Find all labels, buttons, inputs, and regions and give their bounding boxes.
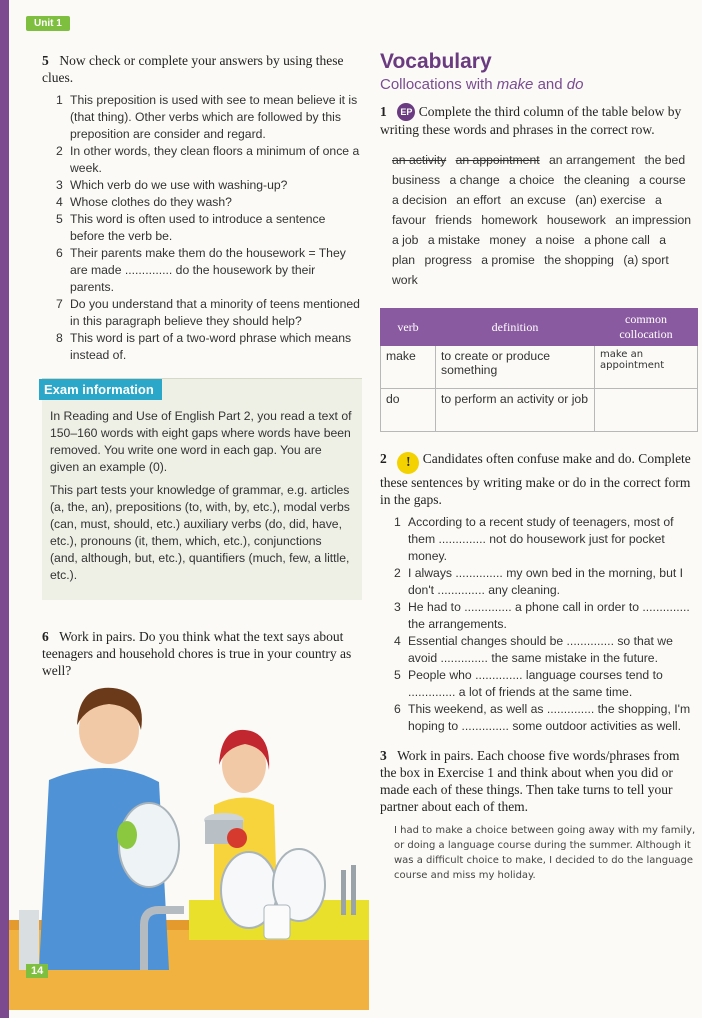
definition-cell: to create or produce something [436, 346, 595, 389]
sentence-number: 2 [394, 566, 401, 580]
word-item-struck: an appointment [455, 153, 540, 167]
exam-information-title: Exam information [39, 379, 162, 400]
exercise-number: 3 [380, 748, 387, 763]
clue-item [56, 245, 362, 296]
word-item: a course [638, 173, 686, 187]
chores-illustration [9, 670, 369, 1010]
left-column [42, 52, 362, 679]
clue-text: Whose clothes do they wash? [70, 195, 232, 209]
clue-item [56, 143, 362, 177]
word-item: an excuse [510, 193, 566, 207]
word-item: an arrangement [549, 153, 636, 167]
collocation-table [380, 308, 698, 432]
sentence-text[interactable]: People who .............. language courses tend to .............. a lot of friends at the same time. [408, 668, 663, 699]
unit-tab: Unit 1 [26, 16, 70, 31]
verb-cell: do [381, 389, 436, 432]
sentence-item [394, 599, 698, 633]
word-item: the shopping [544, 253, 614, 267]
exercise-number: 2 [380, 451, 387, 466]
clue-number: 1 [56, 93, 63, 107]
clue-item [56, 296, 362, 330]
word-item: (a) sport [623, 253, 669, 267]
exam-information-box [42, 378, 362, 600]
exercise-1 [380, 103, 698, 138]
clue-text: Do you understand that a minority of teens mentioned in this paragraph believe they should help? [70, 297, 360, 328]
exercise-instruction: Work in pairs. Do you think what the text says about teenagers and household chores is true in your country as well? [42, 629, 352, 678]
page-number: 14 [26, 964, 48, 978]
sentence-item [394, 667, 698, 701]
exercise-instruction: Complete the third column of the table below by writing these words and phrases in the correct row. [380, 104, 682, 137]
subtitle-text: and [533, 76, 567, 93]
handwritten-example: I had to make a choice between going away with my family, or doing a language course during the summer. Although it was a difficult choice to make, I decided to do the language course and miss my holiday. [394, 825, 696, 881]
exercise-number: 1 [380, 104, 387, 119]
word-item: a job [392, 233, 419, 247]
clue-text: This word is often used to introduce a sentence before the verb be. [70, 212, 326, 243]
sentence-text[interactable]: I always .............. my own bed in the morning, but I don't .............. any cleaning. [408, 566, 684, 597]
word-item: the cleaning [563, 173, 630, 187]
exercise-number: 5 [42, 53, 49, 68]
sentence-number: 3 [394, 600, 401, 614]
sentence-item [394, 514, 698, 565]
word-item: a decision [392, 193, 447, 207]
clue-number: 6 [56, 246, 63, 260]
section-subtitle [380, 76, 698, 93]
sentence-list [394, 514, 698, 735]
clue-item [56, 211, 362, 245]
word-item: the bed [644, 153, 686, 167]
word-box [392, 150, 698, 290]
word-item: an effort [456, 193, 501, 207]
section-title: Vocabulary [380, 50, 492, 73]
word-item: a choice [509, 173, 555, 187]
word-item: friends [435, 213, 472, 227]
sentence-text[interactable]: This weekend, as well as .............. the shopping, I'm hoping to .............. some outdoor activities as well. [408, 702, 691, 733]
table-row [381, 346, 698, 389]
word-item: a noise [535, 233, 575, 247]
sentence-text[interactable]: He had to .............. a phone call in order to .............. the arrangements. [408, 600, 690, 631]
word-item: a promise [481, 253, 535, 267]
clue-item [56, 177, 362, 194]
clue-text: In other words, they clean floors a minimum of once a week. [70, 144, 360, 175]
exercise-number: 6 [42, 629, 49, 644]
exercise-instruction: Now check or complete your answers by using these clues. [42, 53, 344, 85]
word-item-struck: an activity [392, 153, 447, 167]
clue-item [56, 92, 362, 143]
word-item: (an) exercise [575, 193, 646, 207]
page-edge-strip [0, 0, 9, 1018]
word-item: a phone call [584, 233, 650, 247]
clue-number: 5 [56, 212, 63, 226]
verb-cell: make [381, 346, 436, 389]
warning-icon: ! [397, 452, 419, 474]
word-item: a favour [392, 193, 662, 227]
clue-number: 3 [56, 178, 63, 192]
word-item: a mistake [427, 233, 480, 247]
exam-paragraph: This part tests your knowledge of grammar, e.g. articles (a, the, an), prepositions (to, with, by, etc.), modal verbs (can, must, should, etc.) auxiliary verbs (do, did, have, etc.), pronouns (it, them, which, etc.), conjunctions (and, although, but, etc.), quantifiers (much, few, a little, etc.). [50, 483, 350, 582]
right-column [380, 50, 698, 883]
clue-text: Which verb do we use with washing-up? [70, 178, 288, 192]
collocation-cell[interactable]: make an appointment [595, 346, 698, 389]
word-item: work [392, 273, 418, 287]
clue-number: 4 [56, 195, 63, 209]
clue-list [56, 92, 362, 364]
clue-number: 2 [56, 144, 63, 158]
table-header: common collocation [595, 309, 698, 346]
sentence-number: 1 [394, 515, 401, 529]
definition-cell: to perform an activity or job [436, 389, 595, 432]
table-row [381, 389, 698, 432]
exam-paragraph: In Reading and Use of English Part 2, you read a text of 150–160 words with eight gaps where words have been removed. You write one word in each gap. You are given an example (0). [50, 409, 352, 474]
sentence-number: 6 [394, 702, 401, 716]
subtitle-make: make [496, 76, 534, 93]
word-item: business [392, 173, 441, 187]
word-item: homework [481, 213, 538, 227]
subtitle-text: Collocations with [380, 76, 497, 93]
word-item: progress [424, 253, 472, 267]
exercise-instruction: Work in pairs. Each choose five words/phrases from the box in Exercise 1 and think about when you did or made each of these things. Then take turns to tell your partner about each of them. [380, 748, 680, 814]
clue-item [56, 330, 362, 364]
sentence-item [394, 633, 698, 667]
table-header: definition [436, 309, 595, 346]
sentence-item [394, 701, 698, 735]
clue-text: This word is part of a two-word phrase which means instead of. [70, 331, 352, 362]
clue-number: 7 [56, 297, 63, 311]
sentence-item [394, 565, 698, 599]
clue-item [56, 194, 362, 211]
table-header: verb [381, 309, 436, 346]
sentence-number: 5 [394, 668, 401, 682]
word-item: a change [449, 173, 500, 187]
collocation-cell[interactable] [595, 389, 698, 432]
exercise-5 [42, 52, 362, 86]
exercise-2 [380, 450, 698, 508]
word-item: housework [546, 213, 606, 227]
sentence-text[interactable]: According to a recent study of teenagers, most of them .............. not do housework just for pocket money. [408, 515, 674, 563]
subtitle-do: do [566, 76, 584, 93]
sentence-text[interactable]: Essential changes should be .............. so that we avoid .............. the same mistake in the future. [408, 634, 673, 665]
word-item: money [489, 233, 526, 247]
word-item: a plan [392, 233, 666, 267]
sentence-number: 4 [394, 634, 401, 648]
word-item: an impression [615, 213, 692, 227]
exercise-instruction: Candidates often confuse make and do. Complete these sentences by writing make or do in the correct form in the gaps. [380, 451, 691, 507]
clue-text: Their parents make them do the housework = They are made .............. do the housework by their parents. [70, 246, 346, 294]
exercise-3 [380, 747, 698, 815]
clue-number: 8 [56, 331, 63, 345]
clue-text: This preposition is used with see to mean believe it is (that thing). Other verbs which are followed by this preposition are consider and regard. [70, 93, 358, 141]
ep-badge-icon: EP [397, 103, 415, 121]
